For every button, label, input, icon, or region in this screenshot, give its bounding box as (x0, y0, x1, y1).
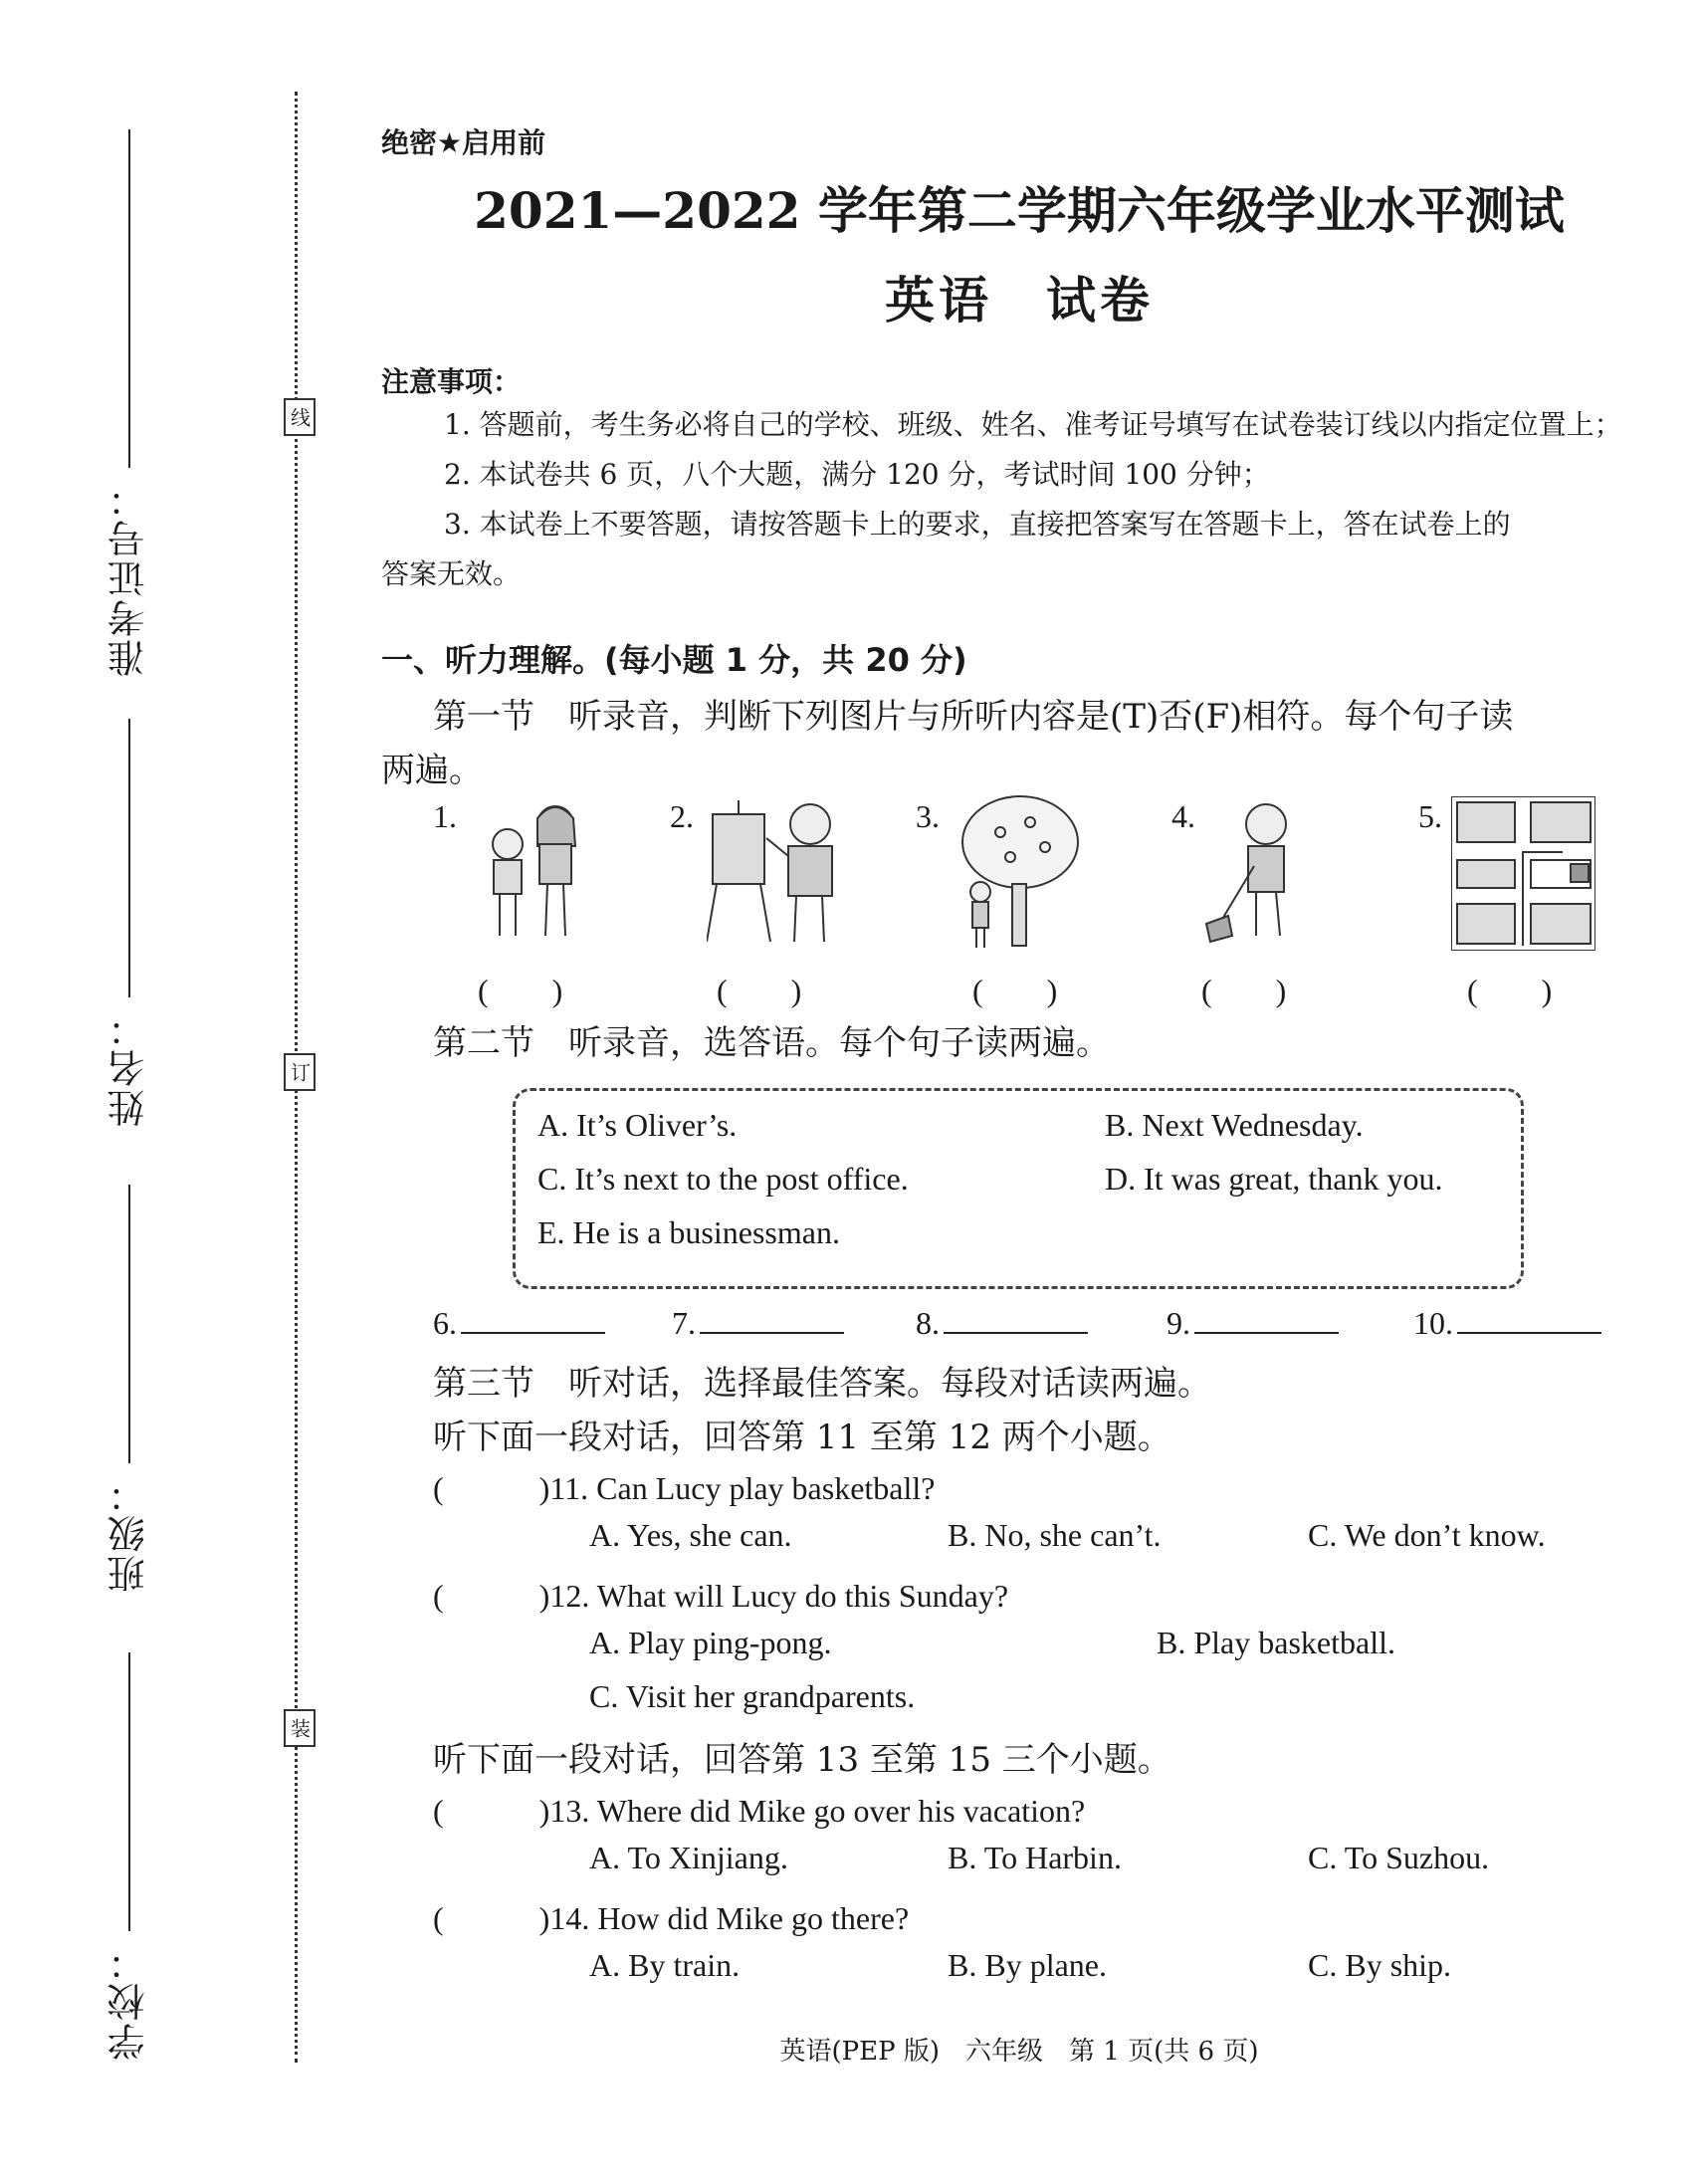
picture-number-1: 1. (433, 798, 457, 834)
picture-number-2: 2. (670, 798, 694, 834)
answer-blank-5[interactable]: ( ) (1467, 973, 1553, 1008)
answer-blank-4[interactable]: ( ) (1201, 973, 1287, 1008)
q12-answer-paren[interactable]: ( ) (433, 1578, 550, 1614)
q13-option-b: B. To Harbin. (948, 1840, 1122, 1875)
q13-answer-paren[interactable]: ( ) (433, 1793, 550, 1829)
q11-option-a: A. Yes, she can. (589, 1517, 792, 1553)
notice-item-3-cont: 答案无效。 (381, 557, 522, 590)
section-heading: 一、听力理解。(每小题 1 分，共 20 分) (381, 641, 967, 679)
picture-number-4: 4. (1171, 798, 1195, 834)
school-field[interactable] (90, 1652, 169, 2061)
q11-text: 11. Can Lucy play basketball? (549, 1470, 936, 1506)
q11-answer-paren[interactable]: ( ) (433, 1470, 550, 1506)
q14-option-a: A. By train. (589, 1947, 741, 1983)
q14-text: 14. How did Mike go there? (549, 1900, 910, 1936)
blank-8[interactable] (916, 1304, 1088, 1342)
picture-number-3: 3. (916, 798, 940, 834)
blank-10[interactable] (1413, 1304, 1601, 1342)
blank-7-num: 7. (672, 1305, 696, 1341)
dialogue1-intro: 听下面一段对话，回答第 11 至第 12 两个小题。 (433, 1418, 1171, 1457)
page-title: 2021—2022 学年第二学期六年级学业水平测试 (474, 181, 1565, 240)
option-b: B. Next Wednesday. (1105, 1107, 1364, 1143)
option-d: D. It was great, thank you. (1105, 1161, 1443, 1197)
q12-option-b: B. Play basketball. (1157, 1625, 1395, 1660)
boy-sweeping-icon (1204, 796, 1324, 946)
q14-option-b: B. By plane. (948, 1947, 1107, 1983)
painter-easel-icon (707, 796, 846, 946)
part2-instruction: 第二节 听录音，选答语。每个句子读两遍。 (433, 1023, 1110, 1063)
answer-blank-1[interactable]: ( ) (478, 973, 563, 1008)
part1-instruction-cont: 两遍。 (381, 751, 483, 790)
girl-picking-apples-icon (951, 792, 1080, 952)
street-map-icon (1451, 796, 1595, 951)
q14-answer-paren[interactable]: ( ) (433, 1900, 550, 1936)
confidential-label: 绝密★启用前 (381, 126, 546, 159)
question-12 (433, 1571, 1008, 1617)
class-field[interactable] (90, 1185, 169, 1593)
name-label: 姓名： (107, 1007, 151, 1127)
q13-option-c: C. To Suzhou. (1308, 1840, 1490, 1875)
binding-mark-line: 线 (284, 398, 316, 436)
page-footer: 英语(PEP 版) 六年级 第 1 页(共 6 页) (779, 2037, 1259, 2067)
blank-6[interactable] (433, 1304, 605, 1342)
exam-id-field[interactable] (90, 129, 169, 677)
school-label: 学校： (107, 1941, 151, 2061)
blank-9[interactable] (1167, 1304, 1339, 1342)
notice-heading: 注意事项： (381, 365, 522, 398)
q11-option-c: C. We don’t know. (1308, 1517, 1546, 1553)
option-c: C. It’s next to the post office. (537, 1161, 909, 1197)
q13-text: 13. Where did Mike go over his vacation? (549, 1793, 1086, 1829)
option-a: A. It’s Oliver’s. (537, 1107, 738, 1143)
blank-9-num: 9. (1167, 1305, 1190, 1341)
q12-option-a: A. Play ping-pong. (589, 1625, 832, 1660)
q13-option-a: A. To Xinjiang. (589, 1840, 788, 1875)
q11-option-b: B. No, she can’t. (948, 1517, 1162, 1553)
exam-id-label: 准考证号： (107, 478, 151, 677)
binding-mark-bind: 装 (284, 1709, 316, 1747)
answer-blank-3[interactable]: ( ) (972, 973, 1058, 1008)
option-e: E. He is a businessman. (537, 1214, 840, 1250)
part3-instruction: 第三节 听对话，选择最佳答案。每段对话读两遍。 (433, 1364, 1211, 1404)
blank-10-num: 10. (1413, 1305, 1453, 1341)
question-14 (433, 1893, 909, 1939)
blank-7[interactable] (672, 1304, 844, 1342)
boy-and-girl-icon (478, 796, 587, 946)
question-13 (433, 1786, 1085, 1832)
name-field[interactable] (90, 719, 169, 1127)
answer-blank-2[interactable]: ( ) (717, 973, 802, 1008)
notice-item-2: 2. 本试卷共 6 页，八个大题，满分 120 分，考试时间 100 分钟； (444, 458, 1270, 491)
blank-8-num: 8. (916, 1305, 940, 1341)
dialogue2-intro: 听下面一段对话，回答第 13 至第 15 三个小题。 (433, 1740, 1171, 1780)
part1-instruction: 第一节 听录音，判断下列图片与所听内容是(T)否(F)相符。每个句子读 (433, 697, 1514, 737)
blank-6-num: 6. (433, 1305, 457, 1341)
subject-title: 英语 试卷 (885, 272, 1154, 329)
question-11 (433, 1463, 935, 1509)
q14-option-c: C. By ship. (1308, 1947, 1452, 1983)
notice-item-1: 1. 答题前，考生务必将自己的学校、班级、姓名、准考证号填写在试卷装订线以内指定位置上； (444, 408, 1622, 441)
binding-mark-staple: 订 (284, 1053, 316, 1091)
notice-item-3: 3. 本试卷上不要答题，请按答题卡上的要求，直接把答案写在答题卡上，答在试卷上的 (444, 508, 1511, 541)
picture-number-5: 5. (1418, 798, 1442, 834)
q12-text: 12. What will Lucy do this Sunday? (549, 1578, 1009, 1614)
q12-option-c: C. Visit her grandparents. (589, 1678, 916, 1714)
class-label: 班级： (107, 1473, 151, 1593)
